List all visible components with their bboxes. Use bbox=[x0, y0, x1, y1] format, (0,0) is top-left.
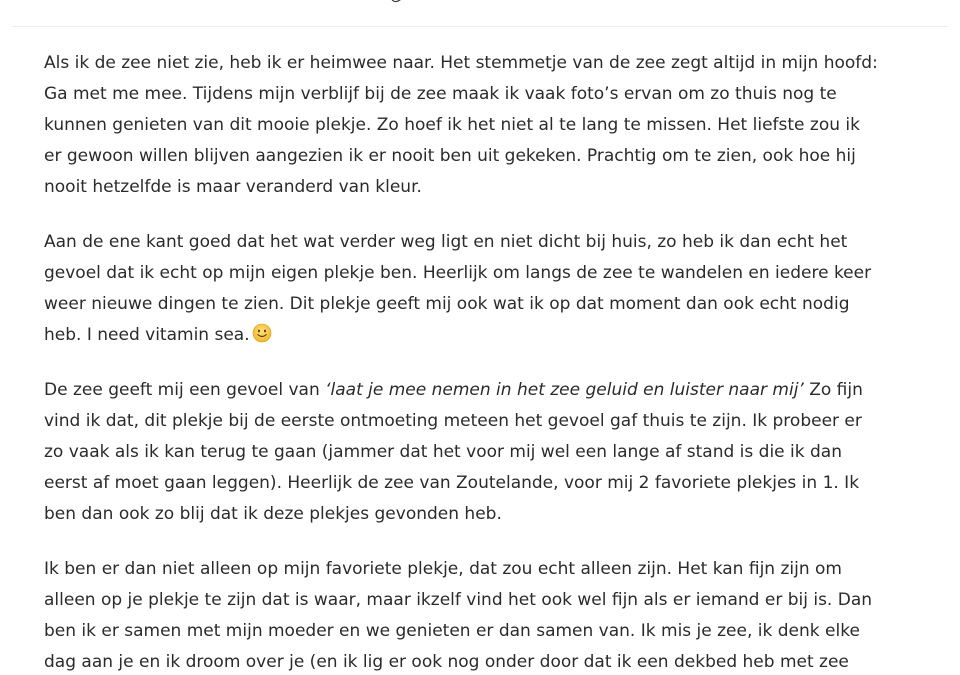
text-line: er gewoon willen blijven aangezien ik er nooit ben uit gekeken. Prachtig om te zien, ook hoe hij bbox=[44, 146, 856, 166]
blog-logo-fragment bbox=[284, 0, 424, 16]
text-line: weer nieuwe dingen te zien. Dit plekje geeft mij ook wat ik op dat moment dan ook echt nodig bbox=[44, 294, 850, 314]
text-line: Als ik de zee niet zie, heb ik er heimwee naar. Het stemmetje van de zee zegt altijd in mijn hoofd: bbox=[44, 53, 878, 73]
text-line: Ga met me mee. Tijdens mijn verblijf bij de zee maak ik vaak foto’s ervan om zo thuis nog te bbox=[44, 84, 837, 104]
text-line: kunnen genieten van dit mooie plekje. Zo hoef ik het niet al te lang te missen. Het liefste zou ik bbox=[44, 115, 860, 135]
smiley-emoji-icon bbox=[252, 323, 272, 343]
paragraph-4 bbox=[44, 554, 924, 675]
paragraph-1 bbox=[44, 48, 924, 203]
header-divider bbox=[12, 26, 948, 27]
text-line: Aan de ene kant goed dat het wat verder weg ligt en niet dicht bij huis, zo heb ik dan echt het bbox=[44, 232, 848, 252]
text-line: eerst af moet gaan leggen). Heerlijk de zee van Zoutelande, voor mij 2 favoriete plekjes in 1. Ik bbox=[44, 473, 860, 493]
text-line-with-emoji bbox=[44, 320, 924, 351]
text-line: ben dan ook zo blij dat ik deze plekjes gevonden heb. bbox=[44, 504, 502, 524]
text-line: dag aan je en ik droom over je (en ik lig er ook nog onder door dat ik een dekbed heb met zee bbox=[44, 652, 849, 672]
text-line: gevoel dat ik echt op mijn eigen plekje ben. Heerlijk om langs de zee te wandelen en iedere keer bbox=[44, 263, 872, 283]
text-segment: Zo fijn bbox=[803, 380, 863, 400]
text-line: nooit hetzelfde is maar veranderd van kleur. bbox=[44, 177, 422, 197]
article-body bbox=[44, 48, 924, 675]
text-line: heb. I need vitamin sea. bbox=[44, 325, 250, 345]
text-line: zo vaak als ik kan terug te gaan (jammer dat het voor mij wel een lange af stand is die ik dan bbox=[44, 442, 842, 462]
text-line: alleen op je plekje te zijn dat is waar, maar ikzelf vind het ook wel fijn als er iemand er bij is. Dan bbox=[44, 590, 873, 610]
italic-quote: ‘laat je mee nemen in het zee geluid en luister naar mij’ bbox=[325, 380, 804, 400]
text-line bbox=[44, 375, 924, 406]
text-line: vind ik dat, dit plekje bij de eerste ontmoeting meteen het gevoel gaf thuis te zijn. Ik probeer er bbox=[44, 411, 862, 431]
text-line: ben ik er samen met mijn moeder en we genieten er dan samen van. Ik mis je zee, ik denk elke bbox=[44, 621, 860, 641]
text-segment: De zee geeft mij een gevoel van bbox=[44, 380, 326, 400]
text-line: Ik ben er dan niet alleen op mijn favoriete plekje, dat zou echt alleen zijn. Het kan fijn zijn om bbox=[44, 559, 842, 579]
paragraph-2 bbox=[44, 227, 924, 351]
paragraph-3 bbox=[44, 375, 924, 530]
